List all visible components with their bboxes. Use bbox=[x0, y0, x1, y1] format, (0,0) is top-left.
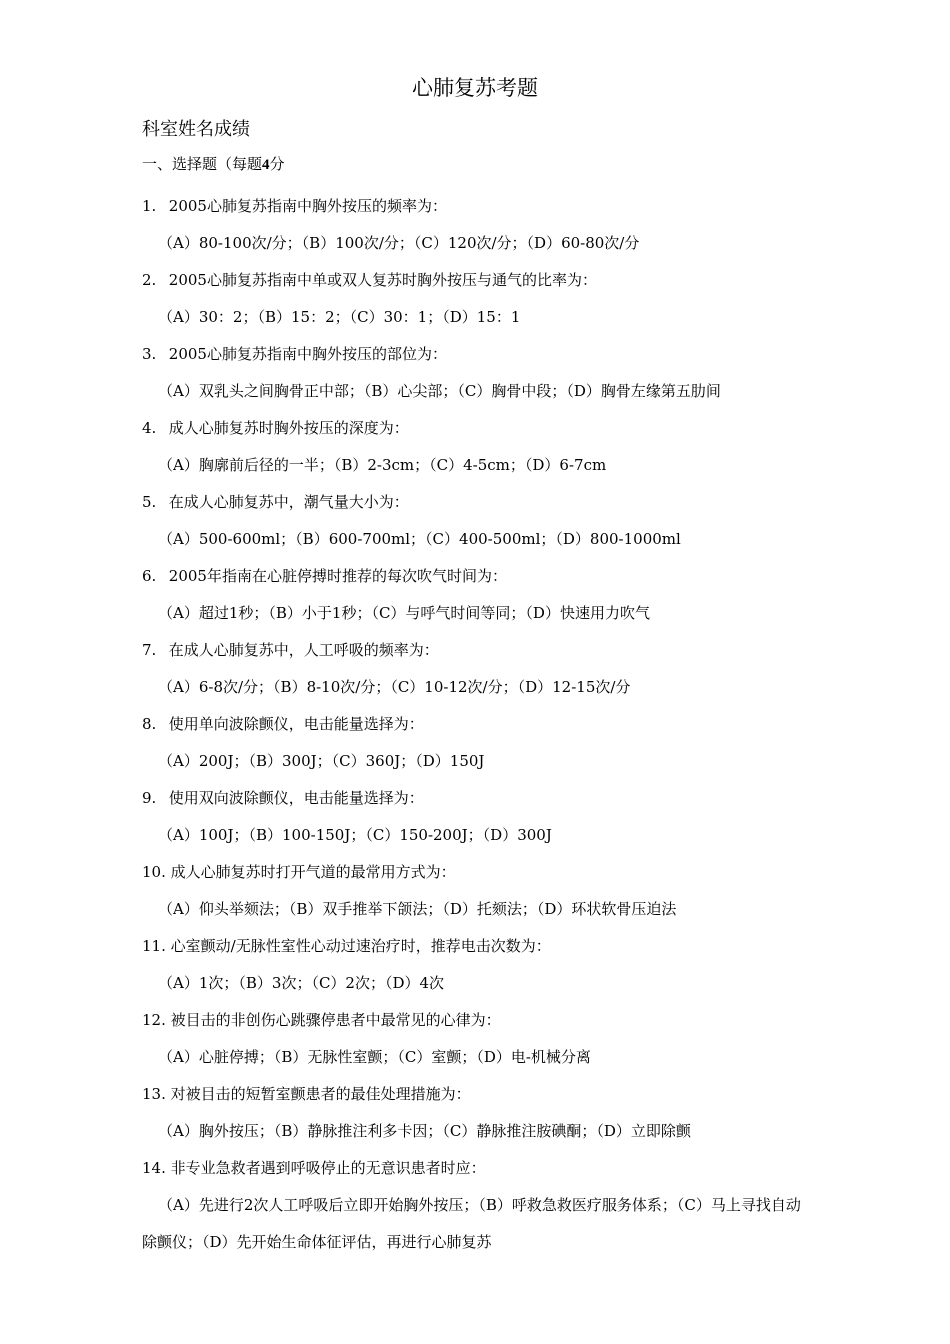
question-text: 2005年指南在心脏停搏时推荐的每次吹气时间为： bbox=[168, 567, 507, 585]
question-5 bbox=[142, 484, 802, 521]
question-12 bbox=[142, 1002, 802, 1039]
question-7-options: （A）6-8次/分；（B）8-10次/分；（C）10-12次/分；（D）12-15次/分 bbox=[158, 678, 631, 696]
question-text: 2005心肺复苏指南中胸外按压的部位为： bbox=[168, 345, 447, 363]
question-8 bbox=[142, 706, 802, 743]
question-number: 10. bbox=[142, 863, 166, 881]
question-number: 13. bbox=[142, 1085, 166, 1103]
question-13 bbox=[142, 1076, 802, 1113]
question-number: 11. bbox=[142, 937, 166, 955]
question-list bbox=[142, 188, 802, 1261]
question-13-options: （A）胸外按压；（B）静脉推注利多卡因；（C）静脉推注胺碘酮；（D）立即除颤 bbox=[158, 1122, 691, 1140]
question-2-options: （A）30：2；（B）15：2；（C）30：1；（D）15：1 bbox=[158, 308, 521, 326]
question-5-options: （A）500-600ml；（B）600-700ml；（C）400-500ml；（D）800-1000ml bbox=[158, 530, 681, 548]
question-text: 成人心肺复苏时打开气道的最常用方式为： bbox=[170, 863, 456, 881]
question-text: 2005心肺复苏指南中单或双人复苏时胸外按压与通气的比率为： bbox=[168, 271, 597, 289]
question-text: 2005心肺复苏指南中胸外按压的频率为： bbox=[168, 197, 447, 215]
question-1 bbox=[142, 188, 802, 225]
question-number: 9. bbox=[142, 789, 157, 807]
section-heading bbox=[142, 152, 285, 177]
question-number: 12. bbox=[142, 1011, 166, 1029]
section-points: 4 bbox=[262, 157, 270, 173]
question-text: 在成人心肺复苏中，潮气量大小为： bbox=[168, 493, 409, 511]
question-10 bbox=[142, 854, 802, 891]
section-unit: 分 bbox=[269, 155, 285, 173]
question-4 bbox=[142, 410, 802, 447]
question-number: 4. bbox=[142, 419, 157, 437]
question-11-options: （A）1次；（B）3次；（C）2次；（D）4次 bbox=[158, 974, 445, 992]
page-title: 心肺复苏考题 bbox=[412, 76, 538, 100]
question-text: 成人心肺复苏时胸外按压的深度为： bbox=[168, 419, 409, 437]
question-number: 8. bbox=[142, 715, 157, 733]
question-12-options: （A）心脏停搏；（B）无脉性室颤；（C）室颤；（D）电-机械分离 bbox=[158, 1048, 591, 1066]
question-text: 使用双向波除颤仪，电击能量选择为： bbox=[168, 789, 424, 807]
question-9-options: （A）100J；（B）100-150J；（C）150-200J；（D）300J bbox=[158, 826, 552, 844]
question-10-options: （A）仰头举颏法；（B）双手推举下颌法；（D）托颏法；（D）环状软骨压迫法 bbox=[158, 900, 677, 918]
question-14-options: （A）先进行2次人工呼吸后立即开始胸外按压；（B）呼救急救医疗服务体系；（C）马上寻找自动除颤仪；（D）先开始生命体征评估，再进行心肺复苏 bbox=[142, 1196, 801, 1251]
info-line: 科室姓名成绩 bbox=[142, 119, 250, 140]
question-number: 2. bbox=[142, 271, 157, 289]
question-number: 5. bbox=[142, 493, 157, 511]
question-6 bbox=[142, 558, 802, 595]
question-14 bbox=[142, 1150, 802, 1187]
question-text: 在成人心肺复苏中，人工呼吸的频率为： bbox=[168, 641, 439, 659]
section-label: 一、选择题（每题 bbox=[142, 155, 263, 173]
question-7 bbox=[142, 632, 802, 669]
question-number: 1. bbox=[142, 197, 157, 215]
question-text: 被目击的非创伤心跳骤停患者中最常见的心律为： bbox=[170, 1011, 501, 1029]
question-9 bbox=[142, 780, 802, 817]
question-6-options: （A）超过1秒；（B）小于1秒；（C）与呼气时间等同；（D）快速用力吹气 bbox=[158, 604, 650, 622]
question-number: 14. bbox=[142, 1159, 166, 1177]
question-text: 心室颤动/无脉性室性心动过速治疗时，推荐电击次数为： bbox=[170, 937, 551, 955]
question-text: 使用单向波除颤仪，电击能量选择为： bbox=[168, 715, 424, 733]
question-3-options: （A）双乳头之间胸骨正中部；（B）心尖部；（C）胸骨中段；（D）胸骨左缘第五肋间 bbox=[158, 382, 721, 400]
question-text: 对被目击的短暂室颤患者的最佳处理措施为： bbox=[170, 1085, 471, 1103]
question-3 bbox=[142, 336, 802, 373]
question-8-options: （A）200J；（B）300J；（C）360J；（D）150J bbox=[158, 752, 485, 770]
question-text: 非专业急救者遇到呼吸停止的无意识患者时应： bbox=[170, 1159, 486, 1177]
question-1-options: （A）80-100次/分；（B）100次/分；（C）120次/分；（D）60-80次/分 bbox=[158, 234, 640, 252]
question-number: 3. bbox=[142, 345, 157, 363]
question-number: 7. bbox=[142, 641, 157, 659]
question-11 bbox=[142, 928, 802, 965]
question-4-options: （A）胸廓前后径的一半；（B）2-3cm；（C）4-5cm；（D）6-7cm bbox=[158, 456, 607, 474]
question-2 bbox=[142, 262, 802, 299]
question-number: 6. bbox=[142, 567, 157, 585]
